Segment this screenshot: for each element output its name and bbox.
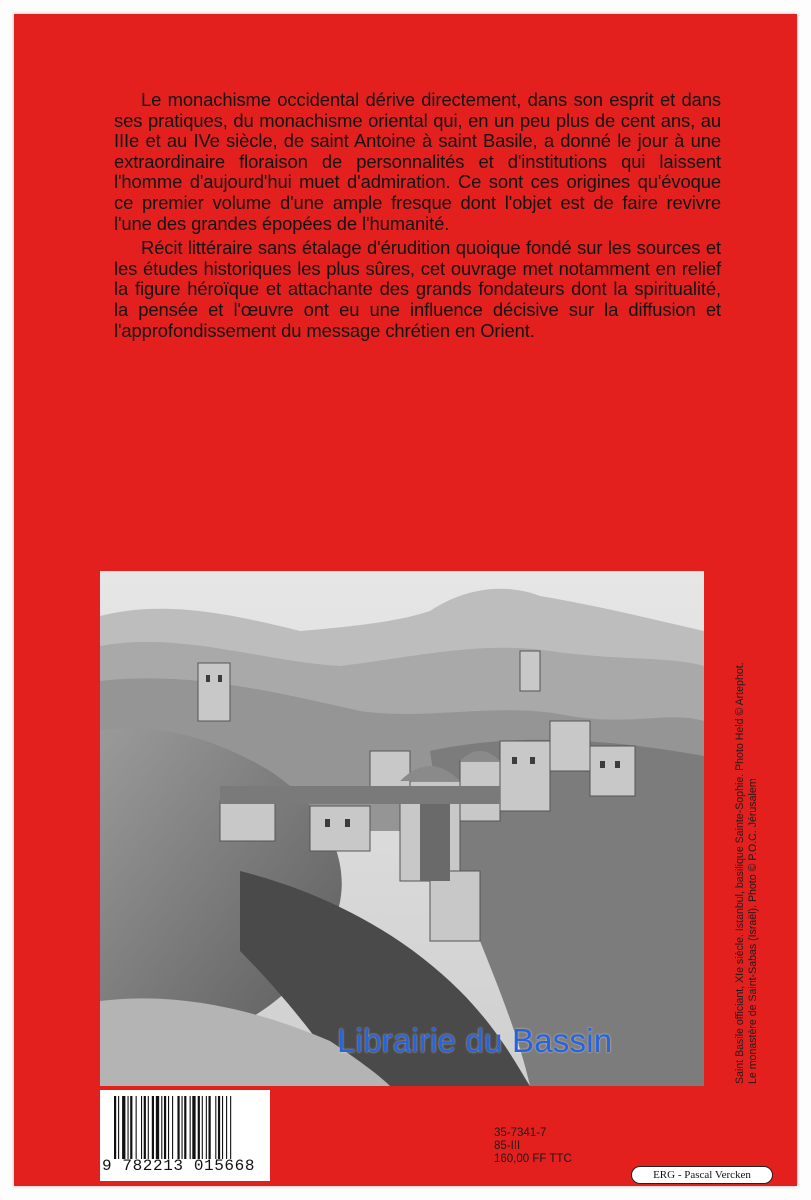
caption-line-1: Saint Basile officiant, XIe siècle. Istanbul, basilique Sainte-Sophie. Photo Held © Artephot. <box>734 662 746 1084</box>
volume-code: 85-III <box>494 1140 521 1152</box>
barcode <box>100 1090 270 1181</box>
watermark: Librairie du Bassin <box>337 1022 613 1059</box>
blurb-paragraph-2: Récit littéraire sans étalage d'érudition quoique fondé sur les sources et les études historiques les plus sûres, cet ouvrage met notamment en relief la figure héroïque et attachante des grands fondateurs dont la spiritualité, la pensée et l'œuvre ont eu une influence décisive sur la diffusion et l'approfondissement du message chrétien en Orient. <box>114 237 721 341</box>
book-code: 35-7341-7 <box>494 1127 547 1139</box>
photo-caption <box>734 564 760 1084</box>
monastery-photo <box>100 571 704 1086</box>
book-back-cover <box>14 14 797 1186</box>
barcode-bars <box>114 1096 264 1159</box>
barcode-number: 9 782213 015668 <box>102 1157 256 1175</box>
blurb-text <box>114 90 721 345</box>
caption-line-2: Le monastère de Saint-Sabas (Israël). Photo © P.O.C. Jérusalem <box>747 778 759 1084</box>
price: 160,00 FF TTC <box>494 1153 572 1165</box>
price-block <box>494 1127 572 1166</box>
publisher-label: ERG - Pascal Vercken <box>631 1166 773 1184</box>
blurb-paragraph-1: Le monachisme occidental dérive directement, dans son esprit et dans ses pratiques, du monachisme oriental qui, en un peu plus de cent ans, au IIIe et au IVe siècle, de saint Antoine à saint Basile, a donné le jour à une extraordinaire floraison de personnalités et d'institutions qui laissent l'homme d'aujourd'hui muet d'admiration. Ce sont ces origines qu'évoque ce premier volume d'une ample fresque dont l'objet est de faire revivre l'une des grandes épopées de l'humanité. <box>114 89 721 234</box>
